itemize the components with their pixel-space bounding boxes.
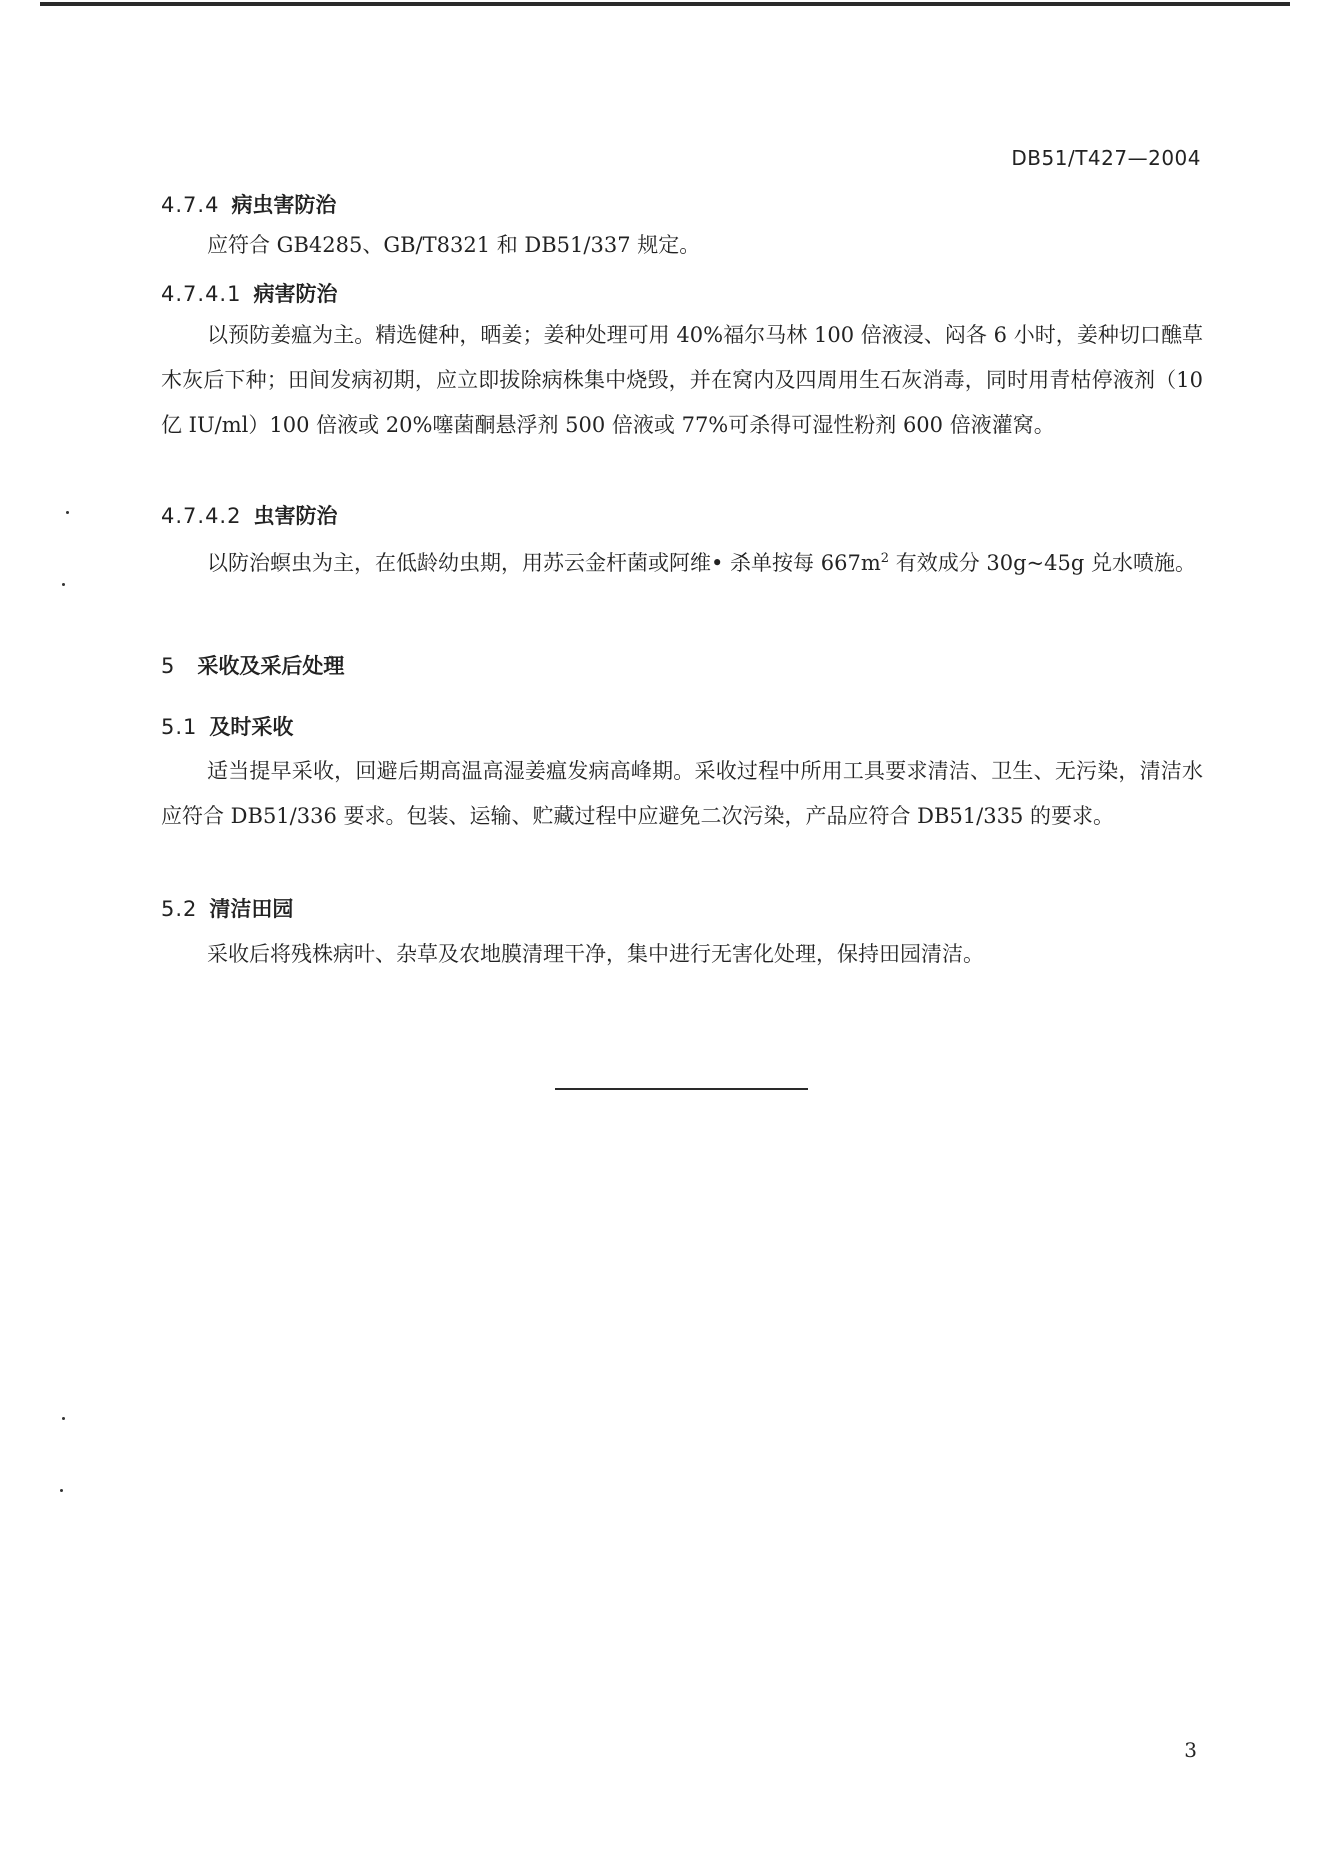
heading-number: 5.1 xyxy=(161,715,198,739)
heading-number: 4.7.4 xyxy=(161,193,220,217)
heading-5 xyxy=(161,650,344,680)
superscript-2: 2 xyxy=(880,551,890,566)
heading-title: 清洁田园 xyxy=(209,897,294,921)
heading-number: 4.7.4.2 xyxy=(161,504,242,528)
heading-number: 5.2 xyxy=(161,897,198,921)
top-rule xyxy=(40,2,1290,6)
heading-number: 5 xyxy=(161,654,176,678)
heading-number: 4.7.4.1 xyxy=(161,282,242,306)
end-rule xyxy=(555,1088,808,1090)
scan-speck xyxy=(62,583,65,586)
page-number: 3 xyxy=(1184,1738,1197,1762)
heading-4-7-4 xyxy=(161,189,336,219)
scan-speck xyxy=(66,511,69,514)
heading-5-2 xyxy=(161,893,293,923)
paragraph-4-7-4-2 xyxy=(161,541,1203,586)
heading-4-7-4-1 xyxy=(161,278,337,308)
scan-speck xyxy=(60,1489,63,1492)
heading-title: 及时采收 xyxy=(209,715,294,739)
paragraph-4-7-4-1: 以预防姜瘟为主。精选健种，晒姜；姜种处理可用 40%福尔马林 100 倍液浸、闷各 6 小时，姜种切口醮草木灰后下种；田间发病初期，应立即拔除病株集中烧毁，并在窝内及四周用生石灰消毒，同时用青枯停液剂（10 亿 IU/ml）100 倍液或 20%噻菌酮悬浮剂 500 倍液或 77%可杀得可湿性粉剂 600 倍液灌窝。 xyxy=(161,323,1203,437)
heading-4-7-4-2 xyxy=(161,500,337,530)
paragraph-text: 以防治螟虫为主，在低龄幼虫期，用苏云金杆菌或阿维• 杀单按每 667m xyxy=(207,551,881,575)
heading-title: 病害防治 xyxy=(253,282,338,306)
scan-speck xyxy=(62,1417,65,1420)
heading-5-1 xyxy=(161,711,293,741)
paragraph-text: 有效成分 30g~45g 兑水喷施。 xyxy=(889,551,1196,575)
document-code: DB51/T427—2004 xyxy=(1011,146,1201,170)
paragraph-5-1: 适当提早采收，回避后期高温高湿姜瘟发病高峰期。采收过程中所用工具要求清洁、卫生、无污染，清洁水应符合 DB51/336 要求。包装、运输、贮藏过程中应避免二次污染，产品应符合 DB51/335 的要求。 xyxy=(161,759,1203,828)
paragraph-5-2: 采收后将残株病叶、杂草及农地膜清理干净，集中进行无害化处理，保持田园清洁。 xyxy=(207,942,984,966)
heading-title: 虫害防治 xyxy=(253,504,338,528)
heading-title: 病虫害防治 xyxy=(231,193,337,217)
heading-title: 采收及采后处理 xyxy=(197,654,345,678)
paragraph-4-7-4: 应符合 GB4285、GB/T8321 和 DB51/337 规定。 xyxy=(207,233,701,257)
